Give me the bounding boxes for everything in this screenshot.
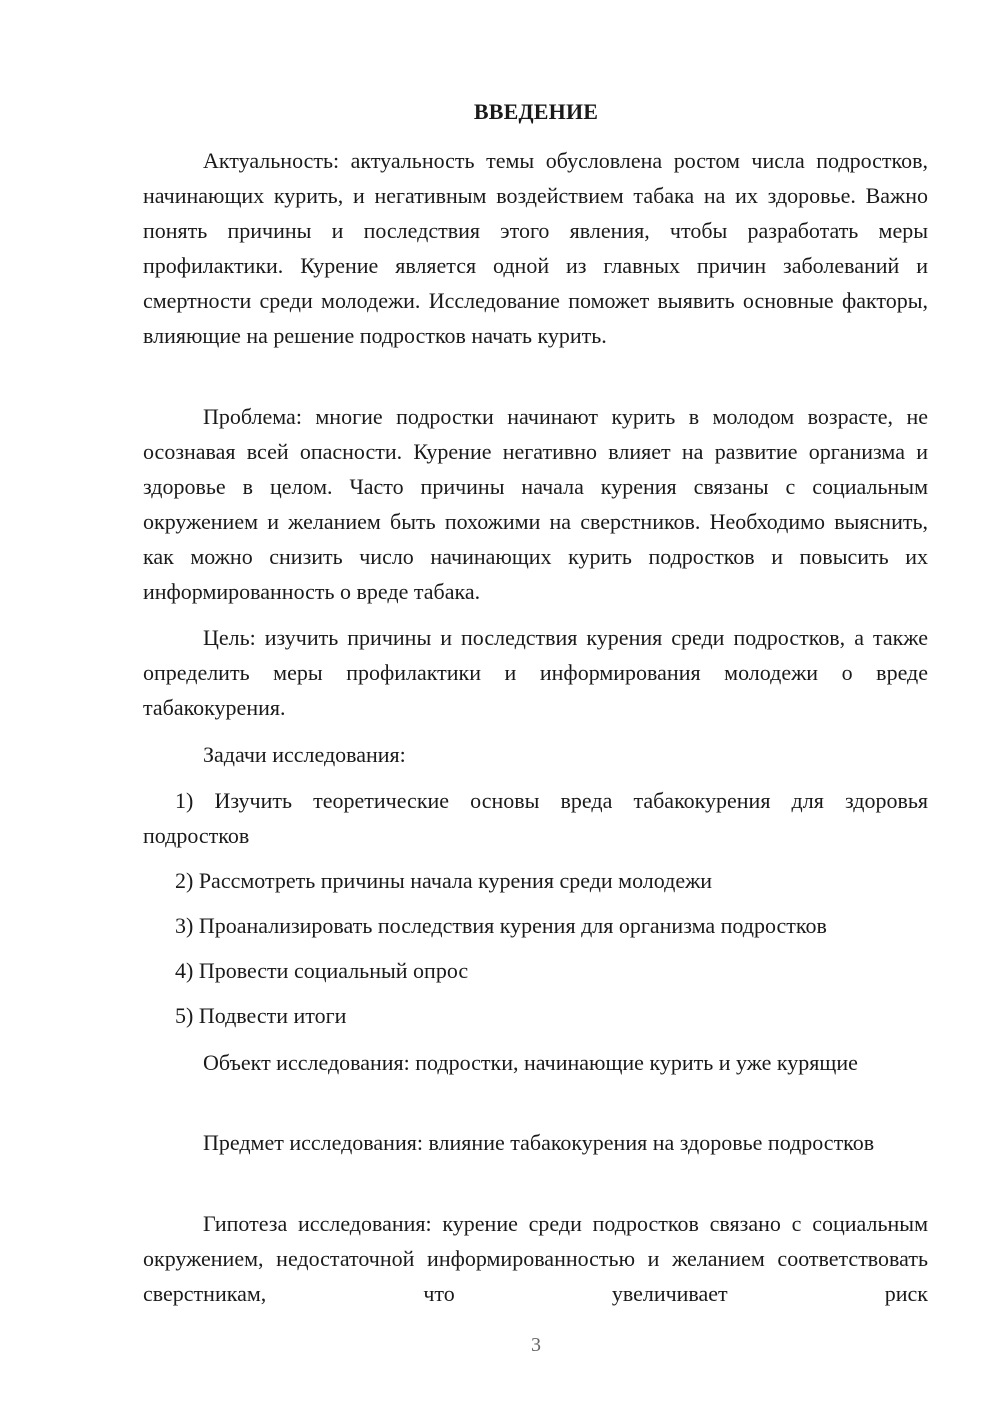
- paragraph-subject: Предмет исследования: влияние табакокурения на здоровье подростков: [203, 1130, 875, 1155]
- page-title: ВВЕДЕНИЕ: [473, 99, 599, 124]
- paragraph-hypothesis: Гипотеза исследования: курение среди подростков связано с социальным окружением, недостаточной информированностью и желанием соответствовать сверстникам, что увеличивает риск: [143, 1211, 928, 1306]
- paragraph-problem: Проблема: многие подростки начинают курить в молодом возрасте, не осознавая всей опасности. Курение негативно влияет на развитие организма и здоровье в целом. Часто причины начала курения связаны с социальным окружением и желанием быть похожими на сверстников. Необходимо выяснить, как можно снизить число начинающих курить подростков и повысить их информированность о вреде табака.: [143, 404, 928, 604]
- paragraph-relevance: Актуальность: актуальность темы обусловлена ростом числа подростков, начинающих курить, и негативным воздействием табака на их здоровье. Важно понять причины и последствия этого явления, чтобы разработать меры профилактики. Курение является одной из главных причин заболеваний и смертности среди молодежи. Исследование поможет выявить основные факторы, влияющие на решение подростков начать курить.: [143, 148, 928, 348]
- task-item: 3) Проанализировать последствия курения для организма подростков: [175, 913, 827, 938]
- task-item: 1) Изучить теоретические основы вреда табакокурения для здоровья подростков: [143, 788, 928, 848]
- paragraph-goal: Цель: изучить причины и последствия курения среди подростков, а также определить меры профилактики и информирования молодежи о вреде табакокурения.: [143, 625, 928, 720]
- paragraph-object: Объект исследования: подростки, начинающие курить и уже курящие: [203, 1050, 858, 1075]
- page-number: 3: [531, 1334, 541, 1356]
- task-item: 2) Рассмотреть причины начала курения среди молодежи: [175, 868, 713, 893]
- task-item: 4) Провести социальный опрос: [175, 958, 469, 983]
- task-item: 5) Подвести итоги: [175, 1003, 347, 1028]
- paragraph-tasks-title: Задачи исследования:: [203, 742, 406, 767]
